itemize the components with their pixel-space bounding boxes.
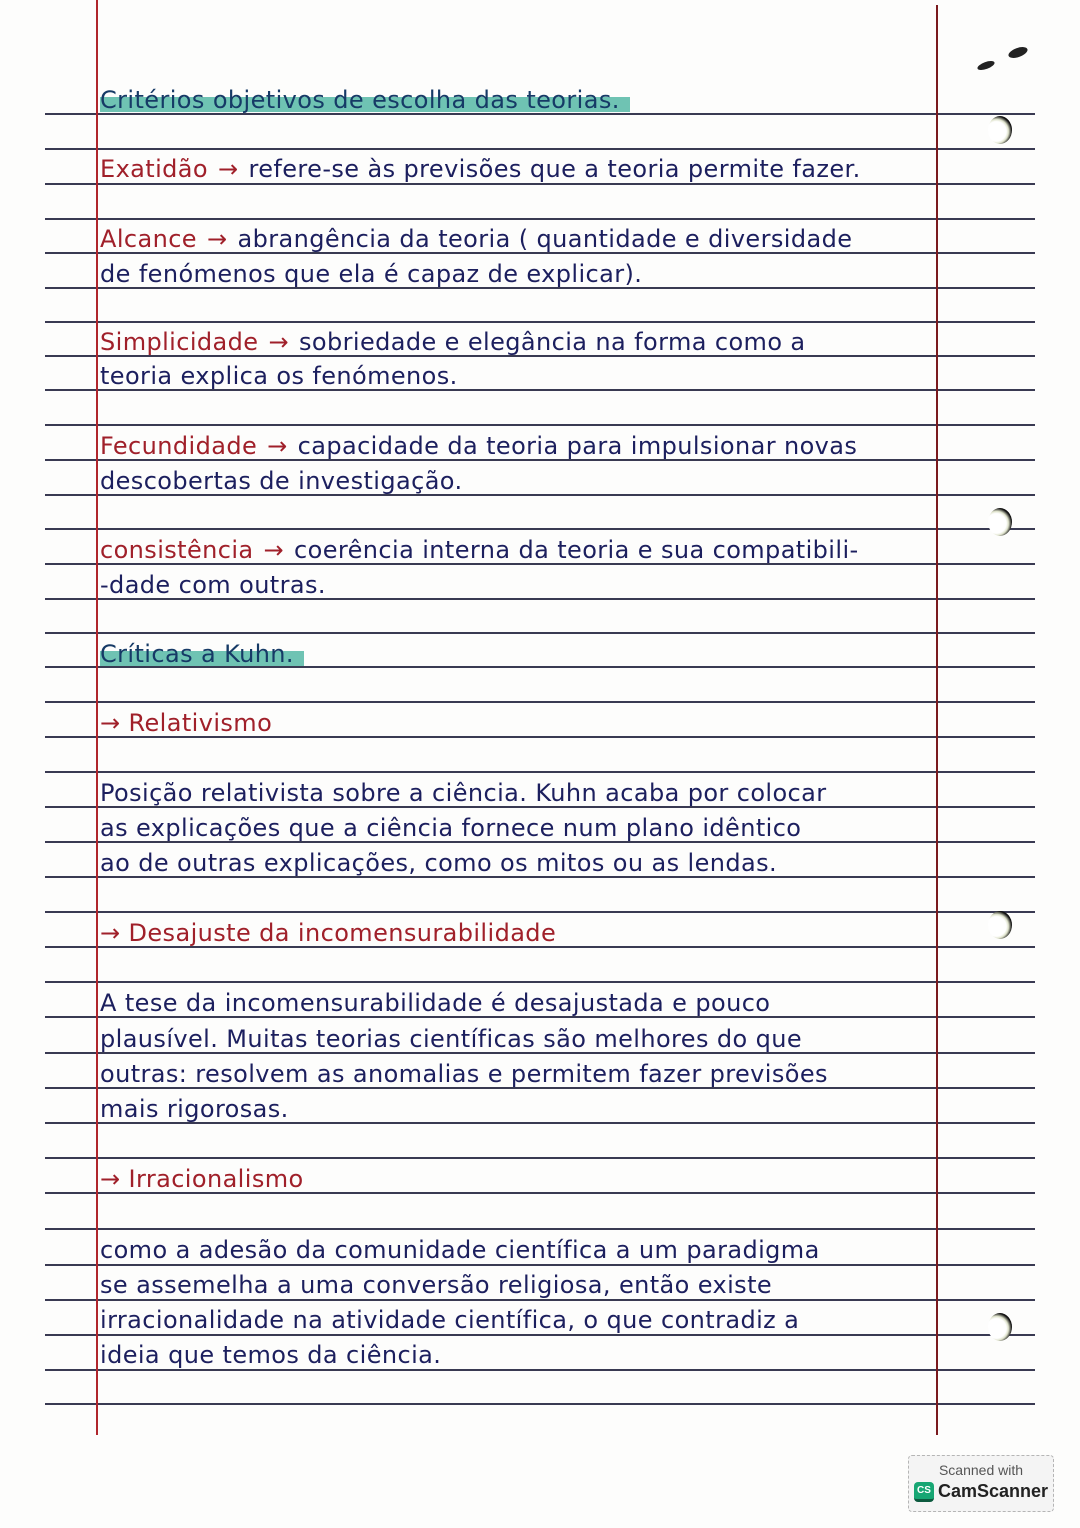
arrow-icon: →: [206, 225, 228, 253]
arrow-icon: →: [100, 1165, 121, 1193]
ruled-line: [45, 771, 1035, 773]
ruled-line: [45, 701, 1035, 703]
heading-criterios: Critérios objetivos de escolha das teorias.: [100, 86, 630, 114]
punch-hole: [988, 911, 1012, 939]
subsection-title-relativismo: [100, 709, 272, 737]
punch-hole: [988, 1313, 1012, 1341]
arrow-icon: →: [263, 536, 285, 564]
term-label: Exatidão: [100, 155, 208, 183]
ruled-line: [45, 1264, 1035, 1266]
paragraph-line: se assemelha a uma conversão religiosa, então existe: [100, 1271, 773, 1299]
watermark-caption: Scanned with: [938, 1462, 1024, 1478]
paragraph-line: ideia que temos da ciência.: [100, 1341, 442, 1369]
definition-text: refere-se às previsões que a teoria permite fazer.: [248, 155, 861, 183]
paragraph-line: irracionalidade na atividade científica, o que contradiz a: [100, 1306, 800, 1334]
criterion-consistencia: [100, 536, 859, 564]
ruled-line: [45, 1334, 1035, 1336]
camscanner-logo-icon: CS: [914, 1482, 934, 1502]
arrow-icon: →: [100, 919, 121, 947]
subsection-title-irracionalismo: [100, 1165, 304, 1193]
definition-text: coerência interna da teoria e sua compatibili-: [294, 536, 859, 564]
ruled-line: [45, 218, 1035, 220]
ruled-line: [45, 1299, 1035, 1301]
arrow-icon: →: [100, 709, 121, 737]
paragraph-line: como a adesão da comunidade científica a um paradigma: [100, 1236, 820, 1264]
subsection-title: Irracionalismo: [128, 1165, 304, 1193]
left-margin-line: [96, 0, 98, 1435]
arrow-icon: →: [268, 328, 289, 356]
paper-speck: [976, 59, 995, 72]
ruled-line: [45, 981, 1035, 983]
definition-continuation: de fenómenos que ela é capaz de explicar).: [100, 260, 643, 288]
term-label: Fecundidade: [100, 432, 258, 460]
ruled-line: [45, 148, 1035, 150]
paragraph-line: A tese da incomensurabilidade é desajustada e pouco: [100, 989, 771, 1017]
section-heading: [100, 640, 304, 668]
criterion-exatidao: [100, 155, 861, 183]
definition-text: capacidade da teoria para impulsionar novas: [297, 432, 858, 460]
heading-criticas-kuhn: Críticas a Kuhn.: [100, 640, 304, 668]
ruled-line: [45, 321, 1035, 323]
ruled-line: [45, 528, 1035, 530]
punch-hole: [988, 116, 1012, 144]
subsection-title-desajuste: [100, 919, 556, 947]
paragraph-line: plausível. Muitas teorias científicas são melhores do que: [100, 1025, 803, 1053]
paragraph-line: mais rigorosas.: [100, 1095, 289, 1123]
criterion-simplicidade: [100, 328, 806, 356]
subsection-title: Relativismo: [128, 709, 273, 737]
ruled-line: [45, 632, 1035, 634]
subsection-title: Desajuste da incomensurabilidade: [128, 919, 557, 947]
ruled-line: [45, 1369, 1035, 1371]
section-heading: [100, 86, 630, 114]
ruled-line: [45, 1157, 1035, 1159]
criterion-alcance: [100, 225, 852, 253]
ruled-line: [45, 1228, 1035, 1230]
paragraph-line: ao de outras explicações, como os mitos ou as lendas.: [100, 849, 778, 877]
ruled-line: [45, 424, 1035, 426]
right-margin-line: [936, 5, 938, 1435]
term-label: consistência: [100, 536, 254, 564]
definition-continuation: -dade com outras.: [100, 571, 326, 599]
criterion-fecundidade: [100, 432, 857, 460]
ruled-line: [45, 1403, 1035, 1405]
arrow-icon: →: [217, 155, 239, 183]
paragraph-line: Posição relativista sobre a ciência. Kuhn acaba por colocar: [100, 779, 827, 807]
definition-text: sobriedade e elegância na forma como a: [298, 328, 806, 356]
term-label: Simplicidade: [100, 328, 259, 356]
definition-continuation: teoria explica os fenómenos.: [100, 362, 458, 390]
watermark-brand: CamScanner: [937, 1481, 1049, 1501]
paragraph-line: as explicações que a ciência fornece num plano idêntico: [100, 814, 802, 842]
camscanner-watermark: [908, 1455, 1054, 1512]
watermark-brand-row: [909, 1481, 1053, 1502]
paper-speck: [1007, 45, 1029, 60]
ruled-line: [45, 183, 1035, 185]
paragraph-line: outras: resolvem as anomalias e permitem fazer previsões: [100, 1060, 828, 1088]
definition-continuation: descobertas de investigação.: [100, 467, 463, 495]
definition-text: abrangência da teoria ( quantidade e diversidade: [237, 225, 853, 253]
punch-hole: [988, 508, 1012, 536]
ruled-line: [45, 911, 1035, 913]
term-label: Alcance: [100, 225, 197, 253]
arrow-icon: →: [267, 432, 288, 460]
